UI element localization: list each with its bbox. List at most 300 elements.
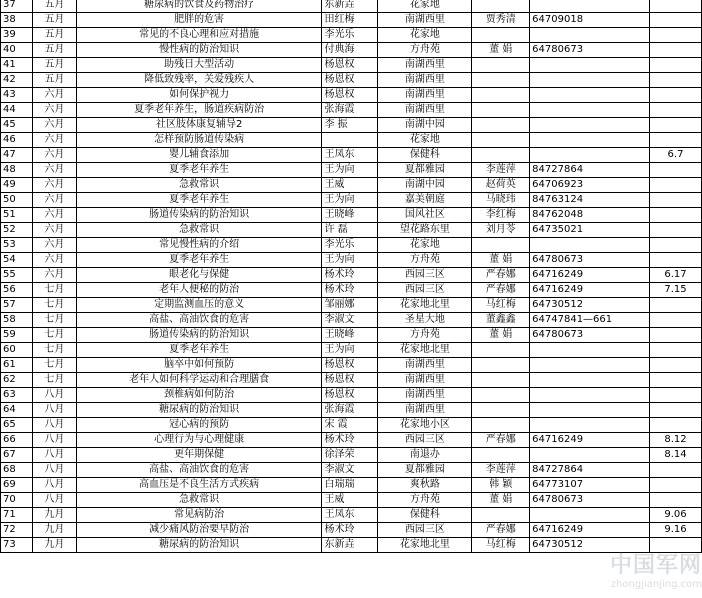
row-number-cell[interactable]: 38 — [1, 13, 33, 28]
location-cell[interactable]: 南退办 — [378, 448, 472, 463]
topic-cell[interactable]: 夏季老年养生，肠道疾病防治 — [76, 103, 322, 118]
location-cell[interactable]: 国风社区 — [378, 208, 472, 223]
month-cell[interactable]: 七月 — [32, 358, 76, 373]
phone-cell[interactable] — [530, 0, 650, 13]
location-cell[interactable]: 方舟苑 — [378, 328, 472, 343]
speaker-cell[interactable]: 杨术玲 — [322, 523, 378, 538]
location-cell[interactable]: 西园三区 — [378, 283, 472, 298]
location-cell[interactable]: 花家地 — [378, 0, 472, 13]
month-cell[interactable]: 六月 — [32, 238, 76, 253]
topic-cell[interactable]: 肠道传染病的防治知识 — [76, 328, 322, 343]
row-number-cell[interactable]: 55 — [1, 268, 33, 283]
speaker-cell[interactable] — [322, 133, 378, 148]
contact-person-cell[interactable] — [472, 238, 530, 253]
month-cell[interactable]: 八月 — [32, 433, 76, 448]
contact-person-cell[interactable]: 赵荷英 — [472, 178, 530, 193]
location-cell[interactable]: 嘉美朝庭 — [378, 193, 472, 208]
phone-cell[interactable]: 64730512 — [530, 538, 650, 553]
date-cell[interactable]: 9.06 — [650, 508, 702, 523]
location-cell[interactable]: 南湖西里 — [378, 403, 472, 418]
topic-cell[interactable]: 高盐、高油饮食的危害 — [76, 313, 322, 328]
date-cell[interactable]: 8.14 — [650, 448, 702, 463]
phone-cell[interactable] — [530, 343, 650, 358]
location-cell[interactable]: 南湖西里 — [378, 13, 472, 28]
row-number-cell[interactable]: 59 — [1, 328, 33, 343]
row-number-cell[interactable]: 46 — [1, 133, 33, 148]
date-cell[interactable] — [650, 118, 702, 133]
topic-cell[interactable]: 颈椎病如何防治 — [76, 388, 322, 403]
phone-cell[interactable]: 84727864 — [530, 163, 650, 178]
table-row — [1, 538, 702, 553]
location-cell[interactable]: 圣星大地 — [378, 313, 472, 328]
row-number-cell[interactable]: 73 — [1, 538, 33, 553]
phone-cell[interactable]: 64780673 — [530, 253, 650, 268]
row-number-cell[interactable]: 54 — [1, 253, 33, 268]
location-cell[interactable]: 西园三区 — [378, 433, 472, 448]
phone-cell[interactable]: 64730512 — [530, 298, 650, 313]
topic-cell[interactable]: 如何保护视力 — [76, 88, 322, 103]
phone-cell[interactable] — [530, 133, 650, 148]
date-cell[interactable] — [650, 463, 702, 478]
phone-cell[interactable]: 64735021 — [530, 223, 650, 238]
speaker-cell[interactable]: 王为向 — [322, 163, 378, 178]
location-cell[interactable]: 望花路东里 — [378, 223, 472, 238]
location-cell[interactable]: 西园三区 — [378, 523, 472, 538]
phone-cell[interactable] — [530, 238, 650, 253]
date-cell[interactable] — [650, 358, 702, 373]
topic-cell[interactable]: 社区肢体康复辅导2 — [76, 118, 322, 133]
speaker-cell[interactable]: 王威 — [322, 493, 378, 508]
month-cell[interactable]: 五月 — [32, 43, 76, 58]
phone-cell[interactable]: 64716249 — [530, 523, 650, 538]
date-cell[interactable] — [650, 253, 702, 268]
topic-cell[interactable]: 糖尿病的防治知识 — [76, 538, 322, 553]
row-number-cell[interactable]: 40 — [1, 43, 33, 58]
row-number-cell[interactable]: 56 — [1, 283, 33, 298]
topic-cell[interactable]: 高血压是不良生活方式疾病 — [76, 478, 322, 493]
month-cell[interactable]: 六月 — [32, 163, 76, 178]
phone-cell[interactable]: 64716249 — [530, 268, 650, 283]
row-number-cell[interactable]: 39 — [1, 28, 33, 43]
contact-person-cell[interactable]: 马晓玮 — [472, 193, 530, 208]
topic-cell[interactable]: 定期监测血压的意义 — [76, 298, 322, 313]
date-cell[interactable] — [650, 418, 702, 433]
contact-person-cell[interactable] — [472, 508, 530, 523]
row-number-cell[interactable]: 71 — [1, 508, 33, 523]
phone-cell[interactable] — [530, 403, 650, 418]
contact-person-cell[interactable]: 董 娟 — [472, 328, 530, 343]
contact-person-cell[interactable]: 李红梅 — [472, 208, 530, 223]
location-cell[interactable]: 南湖西里 — [378, 373, 472, 388]
date-cell[interactable] — [650, 493, 702, 508]
speaker-cell[interactable]: 杨恩权 — [322, 373, 378, 388]
speaker-cell[interactable]: 付典海 — [322, 43, 378, 58]
row-number-cell[interactable]: 44 — [1, 103, 33, 118]
speaker-cell[interactable]: 王凤东 — [322, 508, 378, 523]
phone-cell[interactable]: 64773107 — [530, 478, 650, 493]
month-cell[interactable]: 五月 — [32, 28, 76, 43]
phone-cell[interactable]: 64706923 — [530, 178, 650, 193]
contact-person-cell[interactable]: 严春娜 — [472, 523, 530, 538]
month-cell[interactable]: 七月 — [32, 298, 76, 313]
speaker-cell[interactable]: 王为向 — [322, 193, 378, 208]
phone-cell[interactable]: 84762048 — [530, 208, 650, 223]
row-number-cell[interactable]: 47 — [1, 148, 33, 163]
topic-cell[interactable]: 肠道传染病的防治知识 — [76, 208, 322, 223]
row-number-cell[interactable]: 41 — [1, 58, 33, 73]
speaker-cell[interactable]: 杨恩权 — [322, 388, 378, 403]
month-cell[interactable]: 五月 — [32, 73, 76, 88]
location-cell[interactable]: 夏都雅园 — [378, 463, 472, 478]
location-cell[interactable]: 爽秋路 — [378, 478, 472, 493]
month-cell[interactable]: 七月 — [32, 283, 76, 298]
contact-person-cell[interactable]: 董 娟 — [472, 493, 530, 508]
topic-cell[interactable]: 急救常识 — [76, 493, 322, 508]
month-cell[interactable]: 八月 — [32, 403, 76, 418]
contact-person-cell[interactable]: 李莲萍 — [472, 163, 530, 178]
speaker-cell[interactable]: 宋 霞 — [322, 418, 378, 433]
topic-cell[interactable]: 常见病防治 — [76, 508, 322, 523]
speaker-cell[interactable]: 杨恩权 — [322, 73, 378, 88]
location-cell[interactable]: 方舟苑 — [378, 493, 472, 508]
month-cell[interactable]: 七月 — [32, 328, 76, 343]
date-cell[interactable] — [650, 403, 702, 418]
topic-cell[interactable]: 降低致残率，关爱残疾人 — [76, 73, 322, 88]
date-cell[interactable]: 6.7 — [650, 148, 702, 163]
month-cell[interactable]: 七月 — [32, 373, 76, 388]
speaker-cell[interactable]: 张海霞 — [322, 403, 378, 418]
speaker-cell[interactable]: 许 磊 — [322, 223, 378, 238]
row-number-cell[interactable]: 52 — [1, 223, 33, 238]
row-number-cell[interactable]: 57 — [1, 298, 33, 313]
location-cell[interactable]: 花家地 — [378, 133, 472, 148]
location-cell[interactable]: 夏都雅园 — [378, 163, 472, 178]
topic-cell[interactable]: 脑卒中如何预防 — [76, 358, 322, 373]
speaker-cell[interactable]: 邹丽娜 — [322, 298, 378, 313]
phone-cell[interactable] — [530, 373, 650, 388]
topic-cell[interactable]: 助残日大型活动 — [76, 58, 322, 73]
table-body — [1, 0, 702, 553]
topic-cell[interactable]: 糖尿病的饮食及药物治疗 — [76, 0, 322, 13]
contact-person-cell[interactable] — [472, 28, 530, 43]
contact-person-cell[interactable] — [472, 448, 530, 463]
phone-cell[interactable] — [530, 148, 650, 163]
month-cell[interactable]: 六月 — [32, 208, 76, 223]
month-cell[interactable]: 五月 — [32, 58, 76, 73]
month-cell[interactable]: 六月 — [32, 148, 76, 163]
contact-person-cell[interactable] — [472, 403, 530, 418]
location-cell[interactable]: 南湖西里 — [378, 73, 472, 88]
contact-person-cell[interactable] — [472, 73, 530, 88]
month-cell[interactable]: 八月 — [32, 448, 76, 463]
location-cell[interactable]: 花家地北里 — [378, 343, 472, 358]
date-cell[interactable] — [650, 163, 702, 178]
phone-cell[interactable]: 64709018 — [530, 13, 650, 28]
phone-cell[interactable]: 84727864 — [530, 463, 650, 478]
date-cell[interactable] — [650, 373, 702, 388]
month-cell[interactable]: 八月 — [32, 388, 76, 403]
row-number-cell[interactable]: 48 — [1, 163, 33, 178]
contact-person-cell[interactable] — [472, 133, 530, 148]
date-cell[interactable]: 9.16 — [650, 523, 702, 538]
month-cell[interactable]: 六月 — [32, 193, 76, 208]
row-number-cell[interactable]: 72 — [1, 523, 33, 538]
date-cell[interactable] — [650, 538, 702, 553]
topic-cell[interactable]: 夏季老年养生 — [76, 193, 322, 208]
date-cell[interactable] — [650, 88, 702, 103]
month-cell[interactable]: 六月 — [32, 223, 76, 238]
month-cell[interactable]: 八月 — [32, 463, 76, 478]
month-cell[interactable]: 六月 — [32, 88, 76, 103]
contact-person-cell[interactable] — [472, 118, 530, 133]
topic-cell[interactable]: 肥胖的危害 — [76, 13, 322, 28]
date-cell[interactable] — [650, 133, 702, 148]
contact-person-cell[interactable]: 董 娟 — [472, 43, 530, 58]
date-cell[interactable] — [650, 343, 702, 358]
location-cell[interactable]: 花家地 — [378, 238, 472, 253]
contact-person-cell[interactable]: 马红梅 — [472, 538, 530, 553]
date-cell[interactable] — [650, 178, 702, 193]
phone-cell[interactable]: 64716249 — [530, 283, 650, 298]
month-cell[interactable]: 八月 — [32, 418, 76, 433]
topic-cell[interactable]: 老年人如何科学运动和合理膳食 — [76, 373, 322, 388]
speaker-cell[interactable]: 杨恩权 — [322, 358, 378, 373]
speaker-cell[interactable]: 东新垚 — [322, 0, 378, 13]
location-cell[interactable]: 方舟苑 — [378, 253, 472, 268]
phone-cell[interactable] — [530, 28, 650, 43]
date-cell[interactable] — [650, 73, 702, 88]
month-cell[interactable]: 九月 — [32, 523, 76, 538]
month-cell[interactable]: 七月 — [32, 343, 76, 358]
contact-person-cell[interactable]: 韩 颖 — [472, 478, 530, 493]
phone-cell[interactable] — [530, 88, 650, 103]
location-cell[interactable]: 南湖西里 — [378, 58, 472, 73]
phone-cell[interactable]: 64780673 — [530, 493, 650, 508]
row-number-cell[interactable]: 37 — [1, 0, 33, 13]
row-number-cell[interactable]: 65 — [1, 418, 33, 433]
speaker-cell[interactable]: 王凤东 — [322, 148, 378, 163]
speaker-cell[interactable]: 李淑文 — [322, 463, 378, 478]
location-cell[interactable]: 南湖西里 — [378, 358, 472, 373]
row-number-cell[interactable]: 61 — [1, 358, 33, 373]
contact-person-cell[interactable] — [472, 0, 530, 13]
contact-person-cell[interactable]: 刘月苓 — [472, 223, 530, 238]
phone-cell[interactable] — [530, 448, 650, 463]
phone-cell[interactable]: 64780673 — [530, 43, 650, 58]
location-cell[interactable]: 花家地 — [378, 28, 472, 43]
date-cell[interactable] — [650, 193, 702, 208]
contact-person-cell[interactable]: 马红梅 — [472, 298, 530, 313]
date-cell[interactable] — [650, 313, 702, 328]
date-cell[interactable] — [650, 478, 702, 493]
date-cell[interactable]: 8.12 — [650, 433, 702, 448]
month-cell[interactable]: 五月 — [32, 0, 76, 13]
contact-person-cell[interactable]: 严春娜 — [472, 268, 530, 283]
row-number-cell[interactable]: 49 — [1, 178, 33, 193]
table-row — [1, 328, 702, 343]
month-cell[interactable]: 六月 — [32, 268, 76, 283]
month-cell[interactable]: 八月 — [32, 478, 76, 493]
speaker-cell[interactable]: 李光乐 — [322, 238, 378, 253]
date-cell[interactable] — [650, 298, 702, 313]
phone-cell[interactable] — [530, 388, 650, 403]
row-number-cell[interactable]: 42 — [1, 73, 33, 88]
contact-person-cell[interactable] — [472, 88, 530, 103]
speaker-cell[interactable]: 李淑文 — [322, 313, 378, 328]
month-cell[interactable]: 六月 — [32, 103, 76, 118]
speaker-cell[interactable]: 李光乐 — [322, 28, 378, 43]
speaker-cell[interactable]: 杨恩权 — [322, 88, 378, 103]
contact-person-cell[interactable] — [472, 358, 530, 373]
row-number-cell[interactable]: 66 — [1, 433, 33, 448]
location-cell[interactable]: 花家地小区 — [378, 418, 472, 433]
phone-cell[interactable]: 64716249 — [530, 433, 650, 448]
speaker-cell[interactable]: 杨术玲 — [322, 433, 378, 448]
contact-person-cell[interactable] — [472, 343, 530, 358]
topic-cell[interactable]: 急救常识 — [76, 223, 322, 238]
location-cell[interactable]: 方舟苑 — [378, 43, 472, 58]
month-cell[interactable]: 六月 — [32, 118, 76, 133]
contact-person-cell[interactable]: 贾秀清 — [472, 13, 530, 28]
topic-cell[interactable]: 高盐、高油饮食的危害 — [76, 463, 322, 478]
row-number-cell[interactable]: 50 — [1, 193, 33, 208]
contact-person-cell[interactable] — [472, 148, 530, 163]
location-cell[interactable]: 花家地北里 — [378, 538, 472, 553]
phone-cell[interactable]: 84763124 — [530, 193, 650, 208]
month-cell[interactable]: 九月 — [32, 538, 76, 553]
speaker-cell[interactable]: 王威 — [322, 178, 378, 193]
contact-person-cell[interactable]: 董鑫鑫 — [472, 313, 530, 328]
speaker-cell[interactable]: 王晓峰 — [322, 328, 378, 343]
date-cell[interactable] — [650, 0, 702, 13]
row-number-cell[interactable]: 45 — [1, 118, 33, 133]
location-cell[interactable]: 保健科 — [378, 148, 472, 163]
date-cell[interactable]: 6.17 — [650, 268, 702, 283]
location-cell[interactable]: 南湖西里 — [378, 88, 472, 103]
contact-person-cell[interactable]: 严春娜 — [472, 283, 530, 298]
speaker-cell[interactable]: 白瑞瑞 — [322, 478, 378, 493]
month-cell[interactable]: 五月 — [32, 13, 76, 28]
date-cell[interactable] — [650, 388, 702, 403]
month-cell[interactable]: 八月 — [32, 493, 76, 508]
contact-person-cell[interactable]: 董 娟 — [472, 253, 530, 268]
phone-cell[interactable]: 64747841—661 — [530, 313, 650, 328]
date-cell[interactable] — [650, 223, 702, 238]
date-cell[interactable] — [650, 58, 702, 73]
speaker-cell[interactable]: 杨恩权 — [322, 58, 378, 73]
location-cell[interactable]: 西园三区 — [378, 268, 472, 283]
date-cell[interactable]: 7.15 — [650, 283, 702, 298]
date-cell[interactable] — [650, 208, 702, 223]
topic-cell[interactable]: 慢性病的防治知识 — [76, 43, 322, 58]
contact-person-cell[interactable] — [472, 58, 530, 73]
speaker-cell[interactable]: 杨术玲 — [322, 283, 378, 298]
row-number-cell[interactable]: 60 — [1, 343, 33, 358]
row-number-cell[interactable]: 68 — [1, 463, 33, 478]
topic-cell[interactable]: 怎样预防肠道传染病 — [76, 133, 322, 148]
row-number-cell[interactable]: 62 — [1, 373, 33, 388]
row-number-cell[interactable]: 51 — [1, 208, 33, 223]
topic-cell[interactable]: 老年人便秘的防治 — [76, 283, 322, 298]
phone-cell[interactable] — [530, 358, 650, 373]
topic-cell[interactable]: 心理行为与心理健康 — [76, 433, 322, 448]
speaker-cell[interactable]: 田红梅 — [322, 13, 378, 28]
location-cell[interactable]: 保健科 — [378, 508, 472, 523]
month-cell[interactable]: 六月 — [32, 133, 76, 148]
contact-person-cell[interactable] — [472, 103, 530, 118]
date-cell[interactable] — [650, 28, 702, 43]
date-cell[interactable] — [650, 43, 702, 58]
topic-cell[interactable]: 冠心病的预防 — [76, 418, 322, 433]
location-cell[interactable]: 南湖中园 — [378, 178, 472, 193]
month-cell[interactable]: 七月 — [32, 313, 76, 328]
phone-cell[interactable] — [530, 508, 650, 523]
topic-cell[interactable]: 婴儿辅食添加 — [76, 148, 322, 163]
row-number-cell[interactable]: 63 — [1, 388, 33, 403]
topic-cell[interactable]: 常见的不良心理和应对措施 — [76, 28, 322, 43]
topic-cell[interactable]: 常见慢性病的介绍 — [76, 238, 322, 253]
row-number-cell[interactable]: 70 — [1, 493, 33, 508]
date-cell[interactable] — [650, 328, 702, 343]
contact-person-cell[interactable] — [472, 388, 530, 403]
row-number-cell[interactable]: 67 — [1, 448, 33, 463]
phone-cell[interactable]: 64780673 — [530, 328, 650, 343]
phone-cell[interactable] — [530, 118, 650, 133]
topic-cell[interactable]: 夏季老年养生 — [76, 253, 322, 268]
topic-cell[interactable]: 夏季老年养生 — [76, 343, 322, 358]
location-cell[interactable]: 南湖西里 — [378, 103, 472, 118]
row-number-cell[interactable]: 43 — [1, 88, 33, 103]
row-number-cell[interactable]: 69 — [1, 478, 33, 493]
contact-person-cell[interactable]: 李莲萍 — [472, 463, 530, 478]
row-number-cell[interactable]: 64 — [1, 403, 33, 418]
contact-person-cell[interactable] — [472, 418, 530, 433]
date-cell[interactable] — [650, 103, 702, 118]
phone-cell[interactable] — [530, 73, 650, 88]
contact-person-cell[interactable]: 严春娜 — [472, 433, 530, 448]
contact-person-cell[interactable] — [472, 373, 530, 388]
date-cell[interactable] — [650, 13, 702, 28]
speaker-cell[interactable]: 李 振 — [322, 118, 378, 133]
speaker-cell[interactable]: 王为向 — [322, 253, 378, 268]
topic-cell[interactable]: 减少痛风防治要早防治 — [76, 523, 322, 538]
month-cell[interactable]: 六月 — [32, 253, 76, 268]
topic-cell[interactable]: 糖尿病的防治知识 — [76, 403, 322, 418]
month-cell[interactable]: 九月 — [32, 508, 76, 523]
phone-cell[interactable] — [530, 103, 650, 118]
month-cell[interactable]: 六月 — [32, 178, 76, 193]
speaker-cell[interactable]: 东新垚 — [322, 538, 378, 553]
table-row — [1, 493, 702, 508]
location-cell[interactable]: 花家地北里 — [378, 298, 472, 313]
speaker-cell[interactable]: 王为向 — [322, 343, 378, 358]
topic-cell[interactable]: 更年期保健 — [76, 448, 322, 463]
row-number-cell[interactable]: 53 — [1, 238, 33, 253]
topic-cell[interactable]: 急救常识 — [76, 178, 322, 193]
topic-cell[interactable]: 夏季老年养生 — [76, 163, 322, 178]
speaker-cell[interactable]: 张海霞 — [322, 103, 378, 118]
phone-cell[interactable] — [530, 58, 650, 73]
row-number-cell[interactable]: 58 — [1, 313, 33, 328]
location-cell[interactable]: 南湖西里 — [378, 388, 472, 403]
phone-cell[interactable] — [530, 418, 650, 433]
speaker-cell[interactable]: 王晓峰 — [322, 208, 378, 223]
date-cell[interactable] — [650, 238, 702, 253]
topic-cell[interactable]: 眼老化与保健 — [76, 268, 322, 283]
speaker-cell[interactable]: 杨术玲 — [322, 268, 378, 283]
location-cell[interactable]: 南湖中园 — [378, 118, 472, 133]
speaker-cell[interactable]: 徐泽荣 — [322, 448, 378, 463]
